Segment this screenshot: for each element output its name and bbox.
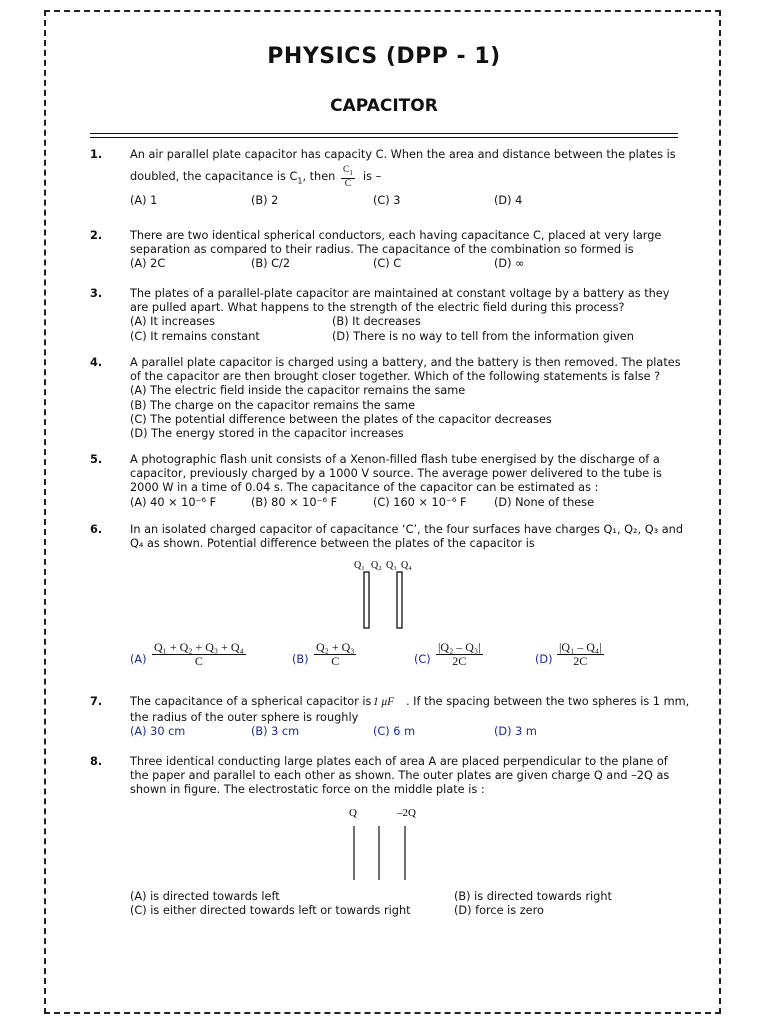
question-number: 7.: [90, 695, 103, 708]
question-number: 3.: [90, 287, 103, 300]
question-text: Q₄ as shown. Potential difference between the plates of the capacitor is: [130, 537, 535, 551]
page-title: PHYSICS (DPP - 1): [267, 44, 501, 69]
question-text: . If the spacing between the two spheres is 1 mm,: [406, 695, 690, 708]
option-b[interactable]: (B) It decreases: [332, 315, 421, 329]
options-row: [130, 890, 680, 904]
fraction-numerator: C: [343, 165, 350, 176]
options-row: [130, 496, 680, 510]
fraction-denominator: C: [344, 179, 352, 190]
figure-label-q: Q: [349, 807, 357, 819]
question-number: 1.: [90, 148, 103, 161]
figure-label-q1: Q₁: [354, 560, 365, 571]
fraction-denominator: 2C: [573, 654, 588, 668]
question-text: of the capacitor are then brought closer together. Which of the following statements is false ?: [130, 370, 661, 384]
options-row: [130, 194, 680, 208]
question-text: The plates of a parallel-plate capacitor are maintained at constant voltage by a battery as they: [130, 287, 670, 300]
option-d[interactable]: (D) 3 m: [494, 725, 537, 739]
capacitor-plates-figure: [345, 556, 425, 632]
option-c-fraction[interactable]: [436, 641, 483, 668]
options-row: [130, 725, 680, 739]
option-a[interactable]: (A) 30 cm: [130, 725, 186, 739]
question-text: the radius of the outer sphere is roughly: [130, 711, 359, 724]
option-b[interactable]: (B) 2: [251, 194, 279, 208]
option-c[interactable]: (C) is either directed towards left or towards right: [130, 904, 411, 918]
fraction-numerator: Q₁ + Q₂ + Q₃ + Q₄: [154, 640, 244, 654]
option-d[interactable]: (D) There is no way to tell from the information given: [332, 329, 634, 343]
option-c[interactable]: (C) The potential difference between the plates of the capacitor decreases: [130, 412, 552, 426]
question-text: doubled, the capacitance is C: [130, 170, 298, 184]
options-row: [130, 904, 680, 918]
question-text: The capacitance of a spherical capacitor is: [130, 695, 372, 708]
figure-label-q4: Q₄: [401, 560, 412, 571]
subscript: 1: [297, 176, 303, 186]
capacitor-plate-right: [397, 572, 402, 628]
question-text-line: [130, 162, 680, 194]
fraction-denominator: C: [194, 654, 203, 668]
question-text: A parallel plate capacitor is charged using a battery, and the battery is then removed. The plates: [130, 356, 681, 369]
question-text: are pulled apart. What happens to the strength of the electric field during this process?: [130, 301, 625, 315]
option-c[interactable]: (C) 3: [373, 194, 401, 208]
fraction-numerator: |Q₁ – Q₄|: [559, 640, 602, 654]
option-b[interactable]: (B) The charge on the capacitor remains the same: [130, 398, 416, 412]
question-text: separation as compared to their radius. The capacitance of the combination so formed is: [130, 243, 634, 257]
figure-label-q2: Q₂: [371, 560, 382, 571]
option-a[interactable]: (A) 1: [130, 194, 158, 208]
option-b[interactable]: (B) 3 cm: [251, 725, 300, 739]
option-b[interactable]: (B) 80 × 10⁻⁶ F: [251, 495, 338, 509]
option-b[interactable]: (B) C/2: [251, 257, 291, 271]
capacitance-value: 1 μF: [373, 696, 395, 708]
fraction-denominator: C: [331, 654, 340, 668]
question-text: A photographic flash unit consists of a Xenon-filled flash tube energised by the discharge of a: [130, 453, 660, 466]
option-d-label[interactable]: (D): [535, 653, 553, 666]
page-subtitle: CAPACITOR: [330, 96, 438, 116]
figure-label-minus-2q: –2Q: [397, 807, 416, 819]
option-c[interactable]: (C) It remains constant: [130, 329, 260, 343]
fraction-numerator: |Q₂ – Q₃|: [438, 640, 481, 654]
option-d-fraction[interactable]: [557, 641, 604, 668]
fraction-numerator: Q₂ + Q₃: [316, 640, 355, 654]
question-number: 4.: [90, 356, 103, 369]
question-text: There are two identical spherical conductors, each having capacitance C, placed at very large: [130, 229, 662, 242]
option-a[interactable]: (A) It increases: [130, 315, 215, 329]
three-plates-figure: [340, 804, 430, 882]
question-text: capacitor, previously charged by a 1000 V source. The average power delivered to the tube is: [130, 467, 662, 481]
option-c-label[interactable]: (C): [414, 653, 431, 666]
capacitor-plate-left: [364, 572, 369, 628]
question-number: 8.: [90, 755, 103, 768]
option-d[interactable]: (D) force is zero: [454, 904, 544, 918]
figure-label-q3: Q₃: [386, 560, 397, 571]
question-number: 2.: [90, 229, 103, 242]
options-row: [130, 315, 680, 329]
option-a[interactable]: (A) 40 × 10⁻⁶ F: [130, 495, 217, 509]
options-row: [130, 641, 690, 679]
question-text: shown in figure. The electrostatic force on the middle plate is :: [130, 783, 485, 797]
fraction-denominator: 2C: [452, 654, 467, 668]
option-a-fraction[interactable]: [152, 641, 246, 668]
options-row: [130, 330, 680, 344]
option-c[interactable]: (C) C: [373, 257, 402, 271]
option-b-label[interactable]: (B): [292, 653, 309, 666]
question-text: In an isolated charged capacitor of capacitance ‘C’, the four surfaces have charges Q₁, Q₂, Q₃ and: [130, 523, 684, 536]
question-number: 6.: [90, 523, 103, 536]
question-text: 2000 W in a time of 0.04 s. The capacitance of the capacitor can be estimated as :: [130, 481, 599, 495]
question-text: Three identical conducting large plates each of area A are placed perpendicular to the plane of: [130, 755, 668, 768]
option-d[interactable]: (D) 4: [494, 194, 523, 208]
option-a-label[interactable]: (A): [130, 653, 147, 666]
option-b[interactable]: (B) is directed towards right: [454, 890, 612, 903]
header-rule: [90, 137, 678, 138]
option-a[interactable]: (A) is directed towards left: [130, 890, 280, 903]
question-text: is –: [363, 170, 382, 184]
option-c[interactable]: (C) 160 × 10⁻⁶ F: [373, 495, 467, 509]
option-c[interactable]: (C) 6 m: [373, 725, 416, 739]
question-text: the paper and parallel to each other as shown. The outer plates are given charge Q and –2Q as: [130, 769, 670, 783]
options-row: [130, 257, 680, 271]
option-d[interactable]: (D) The energy stored in the capacitor increases: [130, 426, 404, 440]
option-a[interactable]: (A) The electric field inside the capacitor remains the same: [130, 384, 466, 398]
question-text: An air parallel plate capacitor has capacity C. When the area and distance between the plates is: [130, 148, 676, 161]
option-b-fraction[interactable]: [314, 641, 356, 668]
option-d[interactable]: (D) ∞: [494, 257, 525, 271]
fraction: [341, 165, 355, 189]
question-number: 5.: [90, 453, 103, 466]
option-a[interactable]: (A) 2C: [130, 257, 166, 271]
option-d[interactable]: (D) None of these: [494, 495, 595, 509]
question-text: , then: [302, 170, 336, 184]
subscript: 1: [349, 169, 353, 178]
header-rule: [90, 133, 678, 134]
